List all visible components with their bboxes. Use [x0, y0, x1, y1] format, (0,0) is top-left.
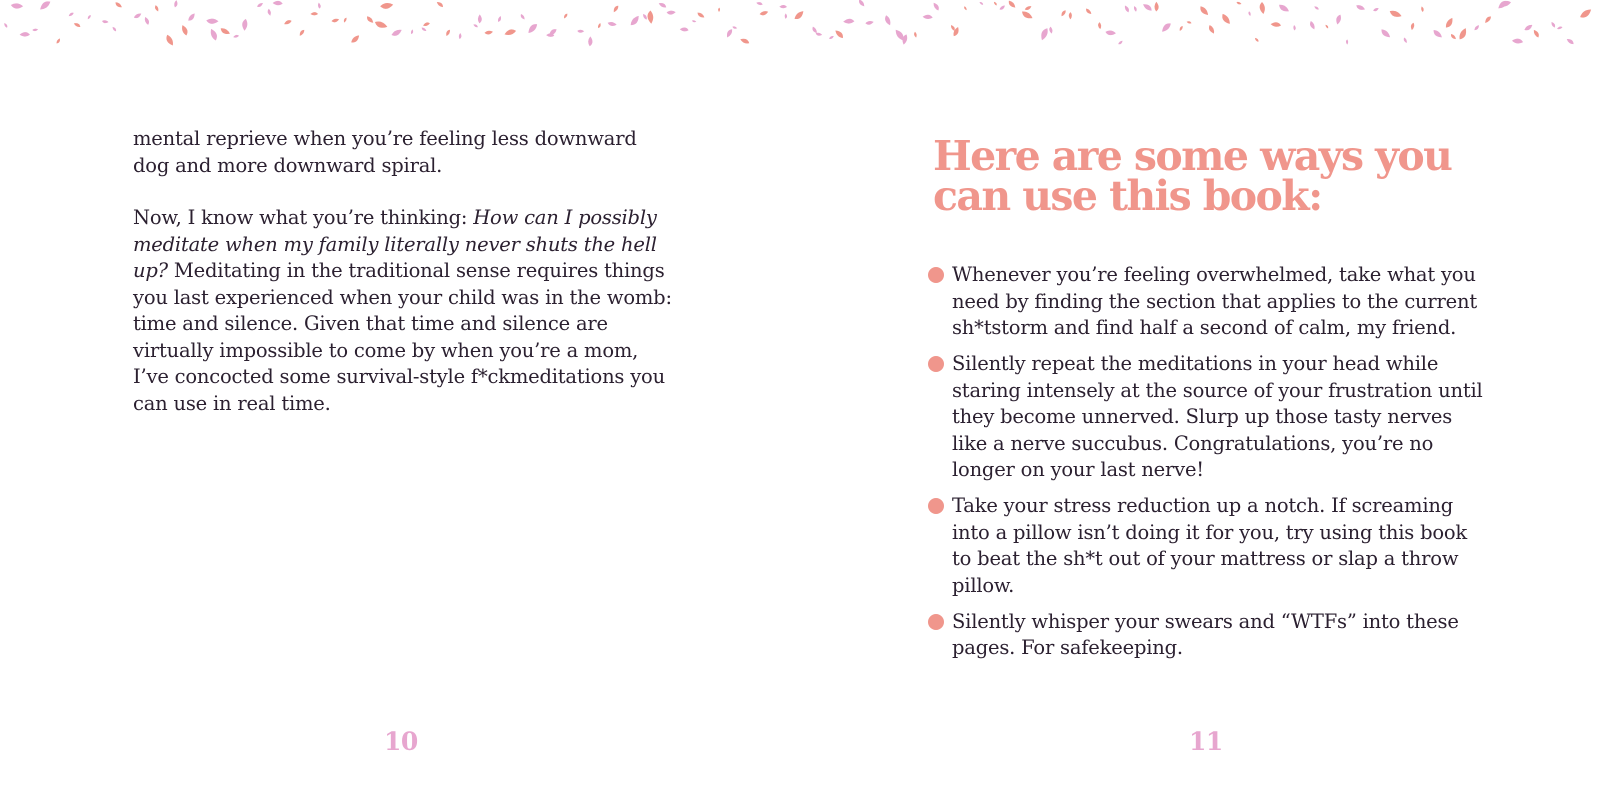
bullet-dot-icon [928, 267, 944, 283]
heading-line-1: Here are some ways you [933, 132, 1452, 180]
bullet-item-3 [928, 493, 1488, 599]
left-body-text [133, 126, 673, 443]
paragraph-2-intro: Now, I know what you’re thinking: [133, 206, 474, 229]
bullet-dot-icon [928, 498, 944, 514]
bullet-text: Whenever you’re feeling overwhelmed, take what you need by finding the section that applies to the current sh*tstorm and find half a second of calm, my friend. [952, 263, 1477, 339]
heading-line-2: can use this book: [933, 172, 1322, 220]
bullet-item-2 [928, 351, 1488, 484]
paragraph-2-rest: Meditating in the traditional sense requires things you last experienced when your child was in the womb: time and silence. Given that time and silence are virtually impossible to come by when you’re a mom, I’ve concocted some survival-style f*ckmeditations you can use in real time. [133, 259, 672, 415]
page-number-left: 10 [384, 727, 418, 756]
bullet-text: Take your stress reduction up a notch. If screaming into a pillow isn’t doing it for you, try using this book to beat the sh*t out of your mattress or slap a throw pillow. [952, 494, 1468, 597]
bullet-text: Silently repeat the meditations in your head while staring intensely at the source of your frustration until they become unnerved. Slurp up those tasty nerves like a nerve succubus. Congratulations, you’re no longer on your last nerve! [952, 352, 1483, 481]
bullet-dot-icon [928, 614, 944, 630]
page-number-right: 11 [1189, 727, 1223, 756]
bullet-item-1 [928, 262, 1488, 342]
bullet-dot-icon [928, 356, 944, 372]
bullet-item-4 [928, 609, 1488, 662]
section-heading [933, 132, 1493, 220]
paragraph-2-italic: How can I possibly meditate when my family literally never shuts the hell up? [133, 206, 657, 282]
bullet-text: Silently whisper your swears and “WTFs” into these pages. For safekeeping. [952, 609, 1459, 659]
paragraph-2 [133, 205, 673, 417]
paragraph-1: mental reprieve when you’re feeling less downward dog and more downward spiral. [133, 127, 637, 177]
bullet-list [928, 262, 1488, 671]
